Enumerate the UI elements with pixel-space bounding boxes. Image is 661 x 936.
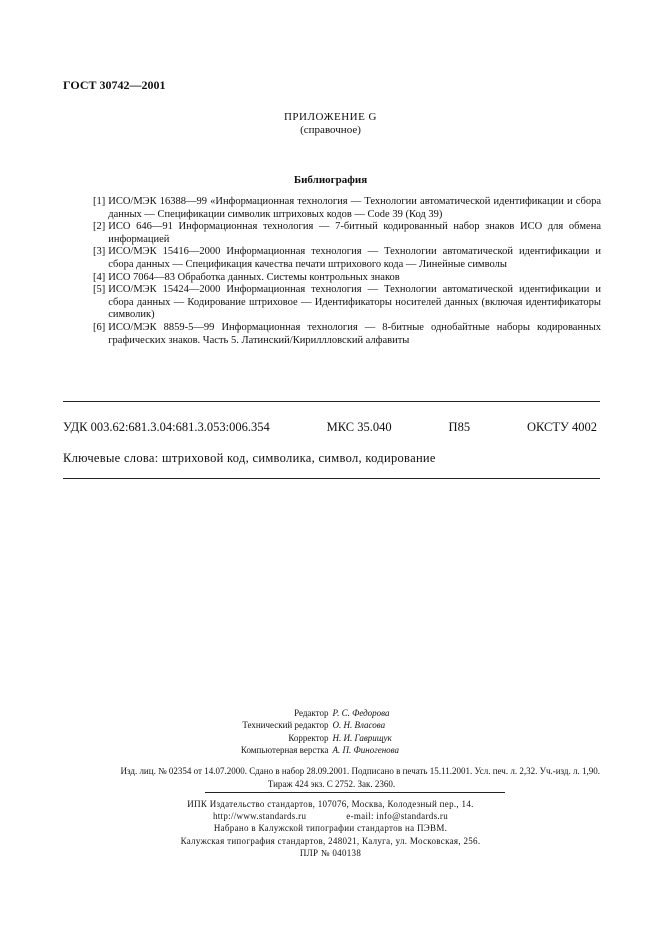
publisher-line-4: Калужская типография стандартов, 248021, Калуга, ул. Московская, 256. xyxy=(180,835,481,846)
entry-number: [4] xyxy=(93,271,106,283)
credit-line xyxy=(0,744,661,756)
entry-number: [5] xyxy=(93,284,106,296)
entry-text: ИСО 7064—83 Обработка данных. Системы контрольных знаков xyxy=(108,271,400,283)
credit-line xyxy=(0,707,661,719)
credit-label: Технический редактор xyxy=(242,720,329,731)
publisher-info xyxy=(0,798,661,859)
credit-name: Р. С. Федорова xyxy=(332,708,390,718)
credit-label: Редактор xyxy=(294,708,329,718)
entry-text: ИСО/МЭК 16388—99 «Информационная технология — Технологии автоматической идентификации и сбора данных — Спецификации символик штриховых кодов — Code 39 (Код 39) xyxy=(108,196,601,220)
credit-name: Н. И. Гаврищук xyxy=(332,732,392,743)
entry-text: ИСО/МЭК 15424—2000 Информационная технология — Технологии автоматической идентификации и сбора данных — Кодирование штриховое — Идентификаторы носителей данных (включая идентификаторы символик) xyxy=(108,284,601,321)
okstu-code: ОКСТУ 4002 xyxy=(526,420,597,434)
entry-number: [6] xyxy=(93,321,106,333)
udk-code: УДК 003.62:681.3.04:681.3.053:006.354 xyxy=(63,420,270,434)
keywords: Ключевые слова: штриховой код, символика, символ, кодирование xyxy=(63,451,436,465)
credit-line xyxy=(0,732,661,744)
entry-number: [3] xyxy=(93,246,106,258)
bibliography-heading: Библиография xyxy=(293,174,368,186)
standard-number: ГОСТ 30742—2001 xyxy=(63,78,166,92)
appendix-title: ПРИЛОЖЕНИЕ G xyxy=(283,111,377,123)
bibliography-entry xyxy=(93,221,601,246)
entry-text: ИСО/МЭК 15416—2000 Информационная технология — Технологии автоматической идентификации и сбора данных — Спецификация качества печати штрихового кода — Линейные символы xyxy=(108,246,601,270)
publisher-email: e-mail: info@standards.ru xyxy=(346,811,449,822)
bibliography-entry xyxy=(93,272,601,285)
entry-number: [2] xyxy=(93,221,106,233)
entry-text: ИСО/МЭК 8859-5—99 Информационная технология — 8-битные однобайтные наборы кодированных графических знаков. Часть 5. Латинский/Кириллловский алфавиты xyxy=(108,321,601,346)
credit-name: О. Н. Власова xyxy=(332,720,386,731)
publication-info xyxy=(63,765,600,791)
classification-row xyxy=(63,420,597,435)
publisher-line-1: ИПК Издательство стандартов, 107076, Москва, Колодезный пер., 14. xyxy=(187,799,474,809)
bottom-divider xyxy=(63,478,600,479)
entry-number: [1] xyxy=(93,196,106,207)
publication-line-2: Тираж 424 экз. С 2752. Зак. 2360. xyxy=(267,779,396,789)
credit-label: Корректор xyxy=(288,732,329,743)
credit-line xyxy=(0,719,661,731)
bibliography-entry xyxy=(93,246,601,271)
bibliography-entry xyxy=(93,284,601,322)
credit-name: А. П. Финогенова xyxy=(332,744,400,755)
appendix-subtitle: (справочное) xyxy=(300,124,361,136)
publisher-line-3: Набрано в Калужской типографии стандартов на ПЭВМ. xyxy=(213,823,448,834)
credits-block xyxy=(0,707,661,756)
publisher-line-5: ПЛР № 040138 xyxy=(299,847,362,858)
bibliography-entry xyxy=(93,322,601,347)
top-divider xyxy=(63,401,600,402)
group-code: П85 xyxy=(448,420,471,434)
publisher-divider xyxy=(205,792,505,793)
entry-text: ИСО 646—91 Информационная технология — 7-битный кодированный набор знаков ИСО для обмена информацией xyxy=(108,221,601,245)
bibliography-entry xyxy=(93,196,601,221)
publication-line-1: Изд. лиц. № 02354 от 14.07.2000. Сдано в набор 28.09.2001. Подписано в печать 15.11.2001. Усл. печ. л. 2,32. Уч.-изд. л. 1,90. xyxy=(120,766,600,776)
bibliography-list xyxy=(93,196,601,347)
publisher-site: http://www.standards.ru xyxy=(212,811,307,822)
publisher-contacts xyxy=(0,810,661,822)
credit-label: Компьютерная верстка xyxy=(240,744,329,755)
mks-code: МКС 35.040 xyxy=(326,420,392,434)
